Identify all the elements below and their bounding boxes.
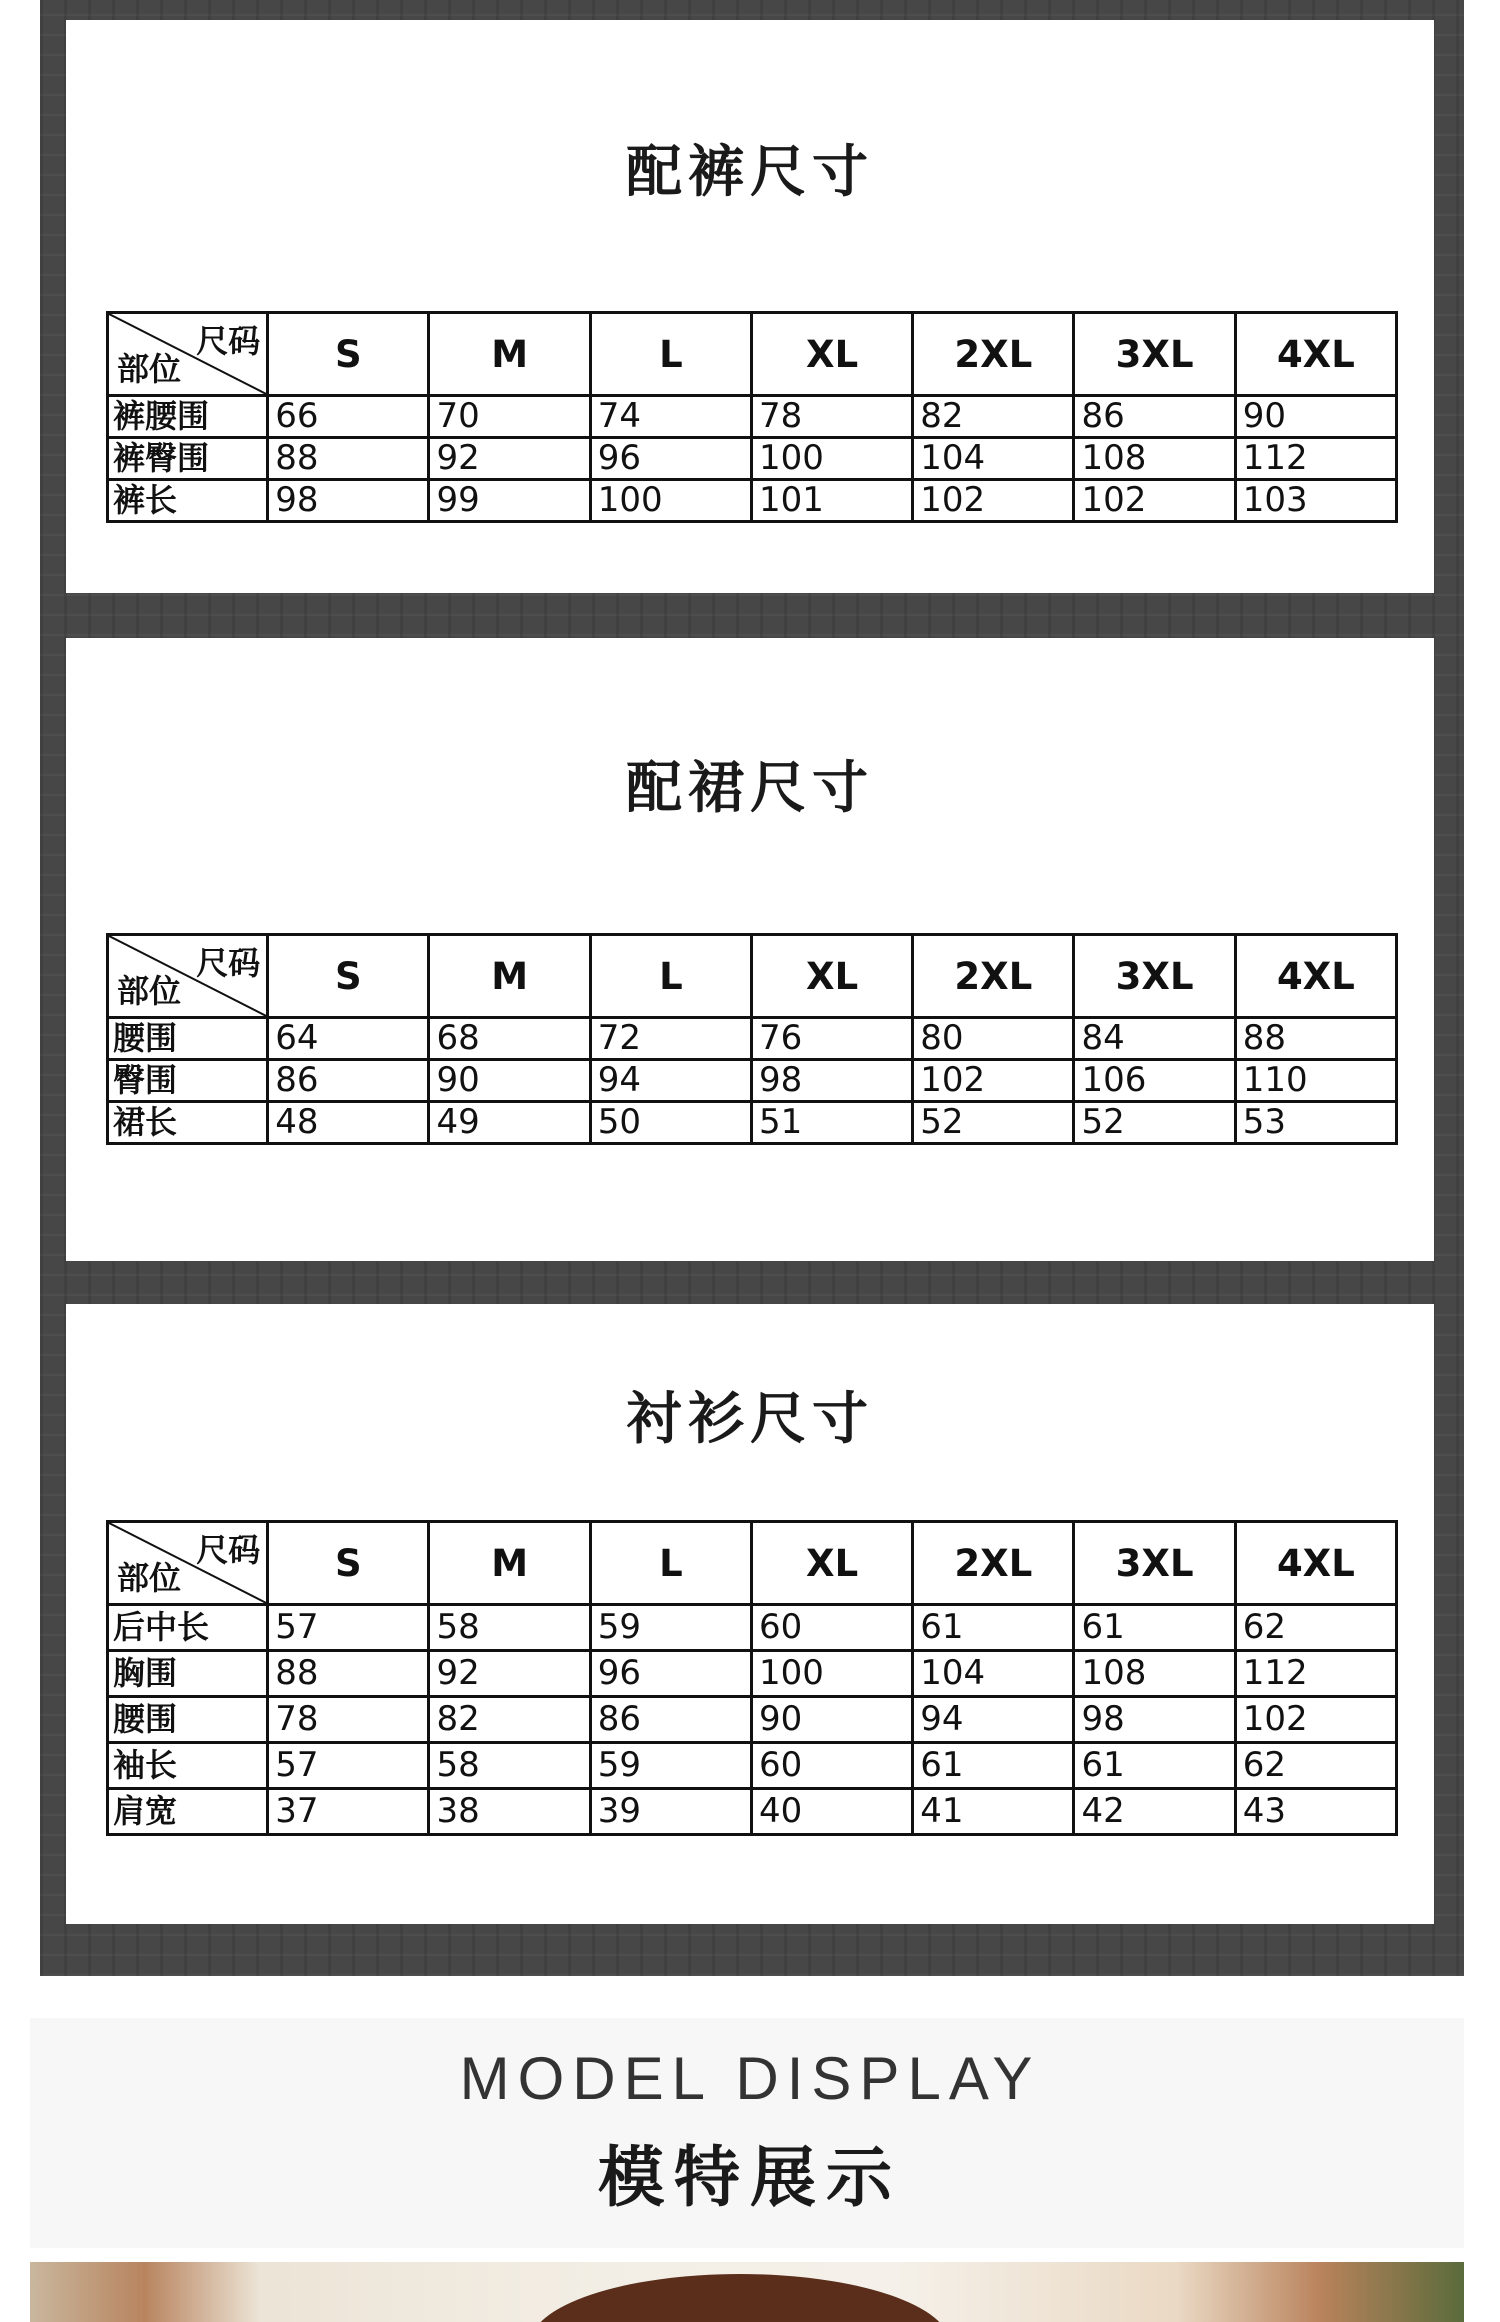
size-header: S [268,935,429,1018]
table-row [108,1605,1397,1651]
size-value: 90 [1235,396,1396,438]
size-value: 61 [913,1605,1074,1651]
size-header: 4XL [1235,935,1396,1018]
size-value: 100 [590,480,751,522]
size-value: 76 [751,1018,912,1060]
size-value: 80 [913,1018,1074,1060]
size-value: 62 [1235,1743,1396,1789]
size-value: 72 [590,1018,751,1060]
row-label: 后中长 [108,1605,268,1651]
table-row [108,1697,1397,1743]
size-value: 60 [751,1743,912,1789]
size-value: 98 [751,1060,912,1102]
size-header: XL [751,935,912,1018]
size-value: 96 [590,438,751,480]
size-value: 98 [268,480,429,522]
row-label: 肩宽 [108,1789,268,1835]
size-value: 42 [1074,1789,1235,1835]
size-value: 64 [268,1018,429,1060]
size-value: 82 [429,1697,590,1743]
size-value: 51 [751,1102,912,1144]
size-header: M [429,1522,590,1605]
row-label: 腰围 [108,1018,268,1060]
corner-cell [108,935,268,1018]
size-value: 108 [1074,1651,1235,1697]
table-row [108,1018,1397,1060]
row-label: 裤长 [108,480,268,522]
size-header: 4XL [1235,313,1396,396]
size-header: 4XL [1235,1522,1396,1605]
size-value: 104 [913,1651,1074,1697]
row-label: 裤腰围 [108,396,268,438]
shirt-title: 衬衫尺寸 [626,1387,874,1452]
size-value: 94 [913,1697,1074,1743]
size-value: 100 [751,438,912,480]
size-value: 40 [751,1789,912,1835]
table-row [108,1651,1397,1697]
size-value: 86 [268,1060,429,1102]
row-label: 臀围 [108,1060,268,1102]
size-header: L [590,935,751,1018]
size-value: 112 [1235,438,1396,480]
size-value: 43 [1235,1789,1396,1835]
size-value: 58 [429,1743,590,1789]
size-value: 61 [1074,1743,1235,1789]
model-photo [30,2262,1464,2322]
size-value: 102 [1074,480,1235,522]
corner-part-label: 部位 [117,972,182,1010]
size-value: 100 [751,1651,912,1697]
shirt-size-table [106,1520,1398,1836]
skirt-size-table [106,933,1398,1145]
size-value: 52 [1074,1102,1235,1144]
model-display-title-en: MODEL DISPLAY [459,2045,1041,2112]
header-row [108,935,1397,1018]
size-value: 104 [913,438,1074,480]
size-header: XL [751,313,912,396]
size-header: 3XL [1074,1522,1235,1605]
table-row [108,396,1397,438]
size-value: 57 [268,1743,429,1789]
size-value: 84 [1074,1018,1235,1060]
skirt-size-panel [66,638,1434,1261]
size-value: 102 [913,480,1074,522]
size-value: 58 [429,1605,590,1651]
size-value: 48 [268,1102,429,1144]
size-value: 101 [751,480,912,522]
size-value: 112 [1235,1651,1396,1697]
size-value: 82 [913,396,1074,438]
size-value: 59 [590,1605,751,1651]
corner-cell [108,1522,268,1605]
row-label: 胸围 [108,1651,268,1697]
row-label: 袖长 [108,1743,268,1789]
pants-size-table [106,311,1398,523]
header-row [108,1522,1397,1605]
size-value: 88 [268,438,429,480]
size-value: 108 [1074,438,1235,480]
size-value: 86 [590,1697,751,1743]
size-header: S [268,1522,429,1605]
size-value: 92 [429,438,590,480]
size-value: 41 [913,1789,1074,1835]
corner-part-label: 部位 [117,350,182,388]
size-value: 62 [1235,1605,1396,1651]
size-value: 94 [590,1060,751,1102]
size-header: 2XL [913,313,1074,396]
size-header: M [429,935,590,1018]
table-row [108,1060,1397,1102]
size-value: 61 [1074,1605,1235,1651]
size-header: L [590,1522,751,1605]
row-label: 腰围 [108,1697,268,1743]
size-header: 3XL [1074,935,1235,1018]
size-header: XL [751,1522,912,1605]
size-header: 2XL [913,935,1074,1018]
size-value: 60 [751,1605,912,1651]
corner-part-label: 部位 [117,1559,182,1597]
size-value: 66 [268,396,429,438]
size-value: 92 [429,1651,590,1697]
size-value: 78 [268,1697,429,1743]
table-row [108,1743,1397,1789]
corner-size-label: 尺码 [196,1531,261,1569]
size-header: 2XL [913,1522,1074,1605]
header-row [108,313,1397,396]
size-value: 102 [913,1060,1074,1102]
size-value: 37 [268,1789,429,1835]
size-header: M [429,313,590,396]
size-header: 3XL [1074,313,1235,396]
size-value: 38 [429,1789,590,1835]
size-header: S [268,313,429,396]
size-value: 49 [429,1102,590,1144]
skirt-title: 配裙尺寸 [626,756,874,821]
size-value: 50 [590,1102,751,1144]
size-value: 99 [429,480,590,522]
pants-title: 配裤尺寸 [626,140,874,205]
size-value: 86 [1074,396,1235,438]
corner-size-label: 尺码 [196,944,261,982]
size-value: 96 [590,1651,751,1697]
size-value: 74 [590,396,751,438]
size-value: 68 [429,1018,590,1060]
row-label: 裤臀围 [108,438,268,480]
size-header: L [590,313,751,396]
size-value: 78 [751,396,912,438]
size-value: 57 [268,1605,429,1651]
size-value: 90 [429,1060,590,1102]
size-value: 103 [1235,480,1396,522]
corner-cell [108,313,268,396]
size-value: 102 [1235,1697,1396,1743]
size-value: 106 [1074,1060,1235,1102]
corner-size-label: 尺码 [196,322,261,360]
size-value: 90 [751,1697,912,1743]
table-row [108,480,1397,522]
size-value: 98 [1074,1697,1235,1743]
size-value: 39 [590,1789,751,1835]
size-value: 70 [429,396,590,438]
size-value: 88 [1235,1018,1396,1060]
size-value: 59 [590,1743,751,1789]
model-photo-hair [530,2274,950,2322]
size-value: 88 [268,1651,429,1697]
table-row [108,1102,1397,1144]
shirt-size-panel [66,1304,1434,1924]
row-label: 裙长 [108,1102,268,1144]
size-value: 110 [1235,1060,1396,1102]
model-display-title-cn: 模特展示 [598,2139,902,2216]
size-value: 52 [913,1102,1074,1144]
size-value: 61 [913,1743,1074,1789]
size-value: 53 [1235,1102,1396,1144]
table-row [108,438,1397,480]
pants-size-panel [66,20,1434,593]
table-row [108,1789,1397,1835]
